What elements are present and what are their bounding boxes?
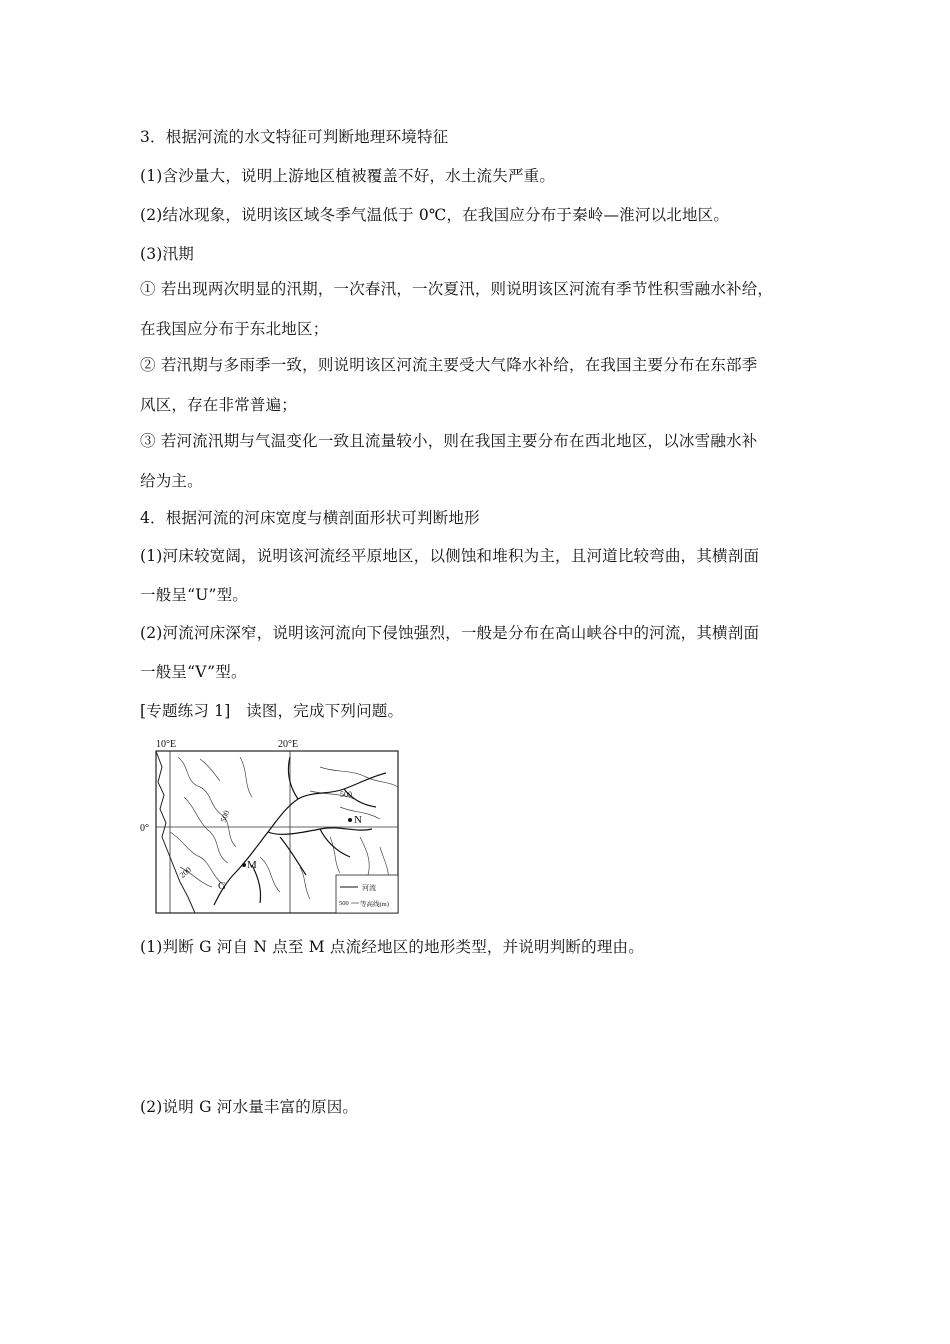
label-contour-500-mid: 500: [218, 809, 232, 824]
paragraph-item-1-line-2: 在我国应分布于东北地区；: [140, 320, 329, 338]
label-10e: 10°E: [156, 739, 177, 750]
label-equator: 0°: [140, 823, 149, 834]
paragraph-u-shape-line-1: (1)河床较宽阔，说明该河流经平原地区，以侧蚀和堆积为主，且河道比较弯曲，其横剖面: [140, 547, 760, 565]
paragraph-item-2-line-2: 风区，存在非常普遍；: [140, 396, 298, 414]
label-contour-500-top: 500: [340, 790, 352, 799]
paragraph-v-shape-line-1: (2)河流河床深窄，说明该河流向下侵蚀强烈，一般是分布在高山峡谷中的河流，其横剖面: [140, 624, 760, 642]
question-1: (1)判断 G 河自 N 点至 M 点流经地区的地形类型，并说明判断的理由。: [140, 938, 644, 956]
label-point-m: M: [247, 859, 257, 871]
paragraph-flood-season: (3)汛期: [140, 245, 194, 263]
paragraph-item-3-line-2: 给为主。: [140, 472, 203, 490]
legend-contour-label: 等高线(m): [360, 901, 389, 908]
label-point-n: N: [354, 814, 362, 826]
paragraph-v-shape-line-2: 一般呈“V”型。: [140, 663, 247, 681]
point-m-marker: [242, 863, 246, 867]
river-g-main: [236, 773, 386, 872]
paragraph-item-1-line-1: ① 若出现两次明显的汛期，一次春汛，一次夏汛，则说明该区河流有季节性积雪融水补给，: [140, 280, 774, 298]
paragraph-item-2-line-1: ② 若汛期与多雨季一致，则说明该区河流主要受大气降水补给，在我国主要分布在东部季: [140, 356, 758, 374]
section-4-heading: 4．根据河流的河床宽度与横剖面形状可判断地形: [140, 509, 480, 527]
paragraph-u-shape-line-2: 一般呈“U”型。: [140, 586, 249, 604]
river-map-figure: [140, 737, 402, 917]
paragraph-item-3-line-1: ③ 若河流汛期与气温变化一致且流量较小，则在我国主要分布在西北地区，以冰雪融水补: [140, 432, 758, 450]
paragraph-sediment: (1)含沙量大，说明上游地区植被覆盖不好，水土流失严重。: [140, 167, 556, 185]
label-point-g: G: [218, 880, 226, 892]
section-3-heading: 3．根据河流的水文特征可判断地理环境特征: [140, 128, 449, 146]
legend-contour-value: 500: [339, 900, 349, 907]
point-n-marker: [348, 818, 352, 822]
label-contour-200: 200: [177, 865, 193, 880]
paragraph-freezing: (2)结冰现象，说明该区域冬季气温低于 0℃，在我国应分布于秦岭—淮河以北地区。: [140, 206, 730, 224]
question-2: (2)说明 G 河水量丰富的原因。: [140, 1098, 359, 1116]
exercise-heading: [专题练习 1] 读图，完成下列问题。: [140, 702, 404, 720]
coastline: [156, 751, 195, 913]
legend-river-label: 河流: [362, 884, 376, 892]
label-20e: 20°E: [278, 739, 299, 750]
